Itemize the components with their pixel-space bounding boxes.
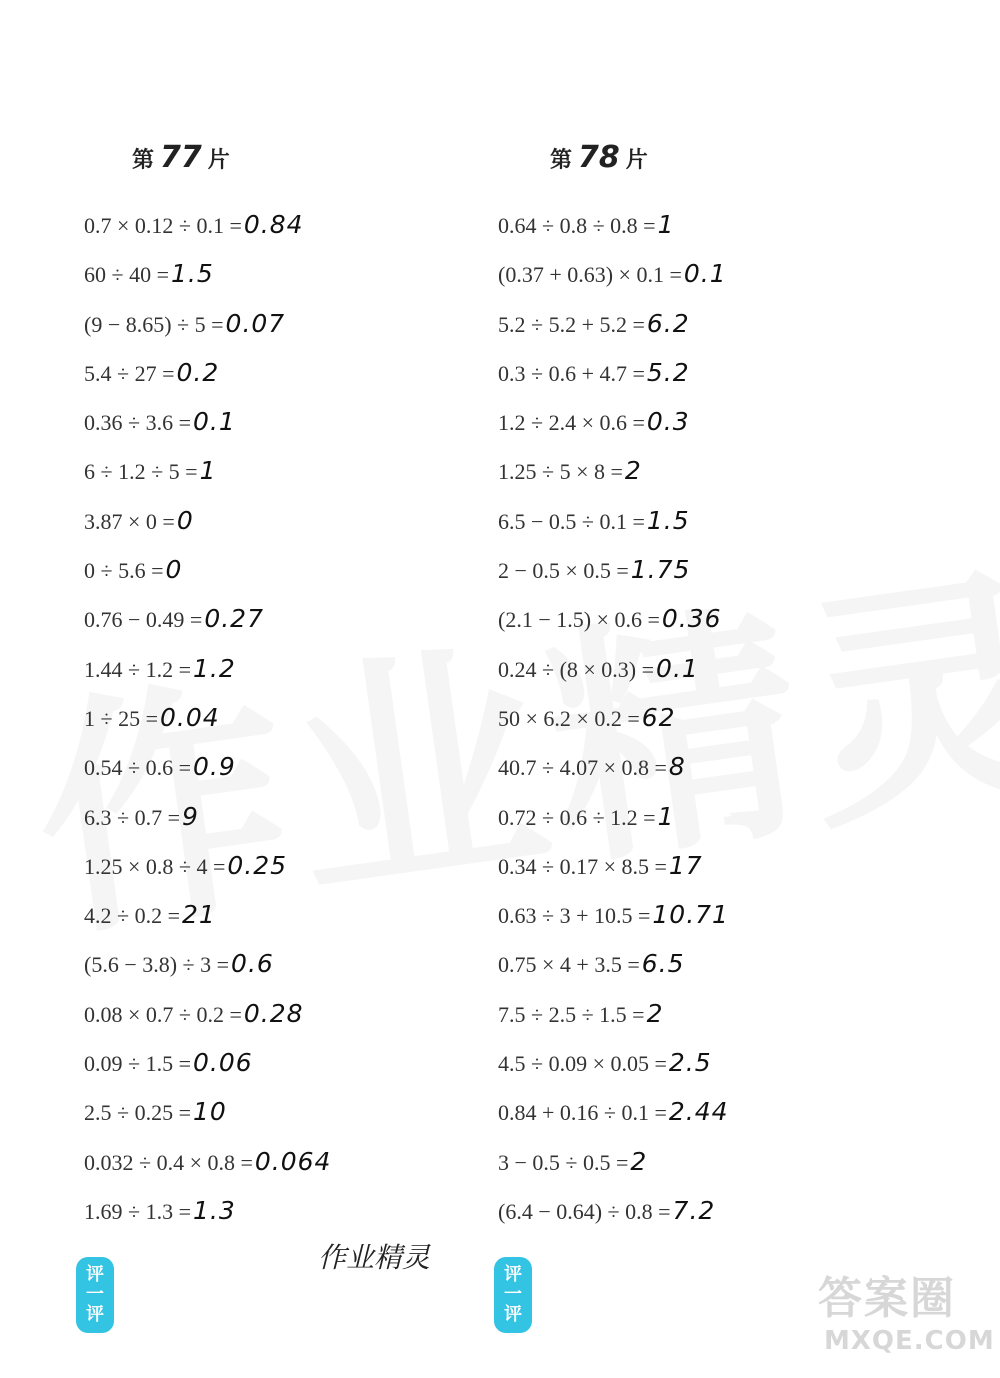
problem-expression: 0.032 ÷ 0.4 × 0.8 = — [84, 1149, 253, 1175]
problem-row — [498, 1186, 918, 1235]
handwritten-answer: 17 — [668, 850, 703, 880]
problem-expression: 5.4 ÷ 27 = — [84, 360, 175, 386]
handwritten-answer: 0.3 — [646, 407, 690, 437]
problem-expression: 6.5 − 0.5 ÷ 0.1 = — [498, 508, 645, 534]
problem-row — [84, 644, 504, 693]
problem-row — [498, 594, 918, 643]
problem-row — [84, 348, 504, 397]
handwritten-answer: 0.27 — [204, 604, 264, 634]
problem-expression: 0 ÷ 5.6 = — [84, 558, 164, 584]
handwritten-answer: 1 — [199, 456, 217, 486]
badge-char: 评 — [86, 1264, 104, 1285]
problem-row — [498, 989, 918, 1038]
problem-expression: 4.2 ÷ 0.2 = — [84, 903, 180, 929]
problem-expression: 0.63 ÷ 3 + 10.5 = — [498, 903, 651, 929]
problem-row — [84, 1186, 504, 1235]
problem-row — [498, 792, 918, 841]
problem-row — [498, 446, 918, 495]
problem-expression: 0.54 ÷ 0.6 = — [84, 755, 191, 781]
badge-char: 评 — [86, 1304, 104, 1325]
badge-char: 评 — [504, 1264, 522, 1285]
watermark-logo-text: 答案圈 — [818, 1273, 956, 1324]
problem-row — [84, 890, 504, 939]
watermark-domain: MXQE.COM — [824, 1326, 995, 1356]
sheet-77-problem-list — [84, 200, 504, 1235]
problem-expression: 1.2 ÷ 2.4 × 0.6 = — [498, 410, 645, 436]
problem-expression: 0.72 ÷ 0.6 ÷ 1.2 = — [498, 804, 656, 830]
handwritten-answer: 1.3 — [192, 1195, 236, 1225]
handwritten-answer: 0.25 — [227, 850, 288, 880]
problem-row — [84, 1137, 504, 1186]
site-watermark-logo — [818, 1262, 995, 1362]
handwritten-answer: 0.9 — [192, 752, 236, 782]
sheet-77-title-suffix: 片 — [207, 148, 230, 173]
problem-row — [84, 1087, 504, 1136]
problem-expression: 0.76 − 0.49 = — [84, 607, 203, 633]
handwritten-answer: 2 — [630, 1146, 648, 1176]
problem-expression: (6.4 − 0.64) ÷ 0.8 = — [498, 1198, 671, 1224]
problem-row — [84, 446, 504, 495]
problem-expression: 2.5 ÷ 0.25 = — [84, 1100, 191, 1126]
problem-expression: 7.5 ÷ 2.5 ÷ 1.5 = — [498, 1001, 645, 1027]
problem-row — [84, 1038, 504, 1087]
problem-row — [84, 249, 504, 298]
handwritten-answer: 1.75 — [630, 555, 691, 585]
handwritten-answer: 1.5 — [646, 505, 690, 535]
problem-expression: (5.6 − 3.8) ÷ 3 = — [84, 952, 230, 978]
handwritten-answer: 0.6 — [231, 949, 274, 979]
problem-expression: 0.09 ÷ 1.5 = — [84, 1051, 191, 1077]
problem-expression: 1.25 × 0.8 ÷ 4 = — [84, 853, 226, 879]
handwritten-answer: 5.2 — [646, 357, 690, 387]
problem-expression: 6.3 ÷ 0.7 = — [84, 804, 180, 830]
handwritten-answer: 0.36 — [661, 604, 722, 634]
handwritten-answer: 6.5 — [641, 949, 685, 979]
problem-expression: 0.64 ÷ 0.8 ÷ 0.8 = — [498, 213, 656, 238]
problem-expression: 5.2 ÷ 5.2 + 5.2 = — [498, 311, 645, 337]
problem-row — [498, 200, 918, 249]
problem-expression: 0.75 × 4 + 3.5 = — [498, 952, 640, 978]
problem-expression: 1.44 ÷ 1.2 = — [84, 656, 191, 682]
problem-expression: 4.5 ÷ 0.09 × 0.05 = — [498, 1051, 667, 1077]
problem-row — [84, 841, 504, 890]
problem-row — [498, 249, 918, 298]
handwritten-answer: 2.44 — [668, 1097, 729, 1127]
problem-expression: (9 − 8.65) ÷ 5 = — [84, 311, 224, 337]
handwritten-answer: 8 — [668, 752, 686, 782]
problem-row — [84, 939, 504, 988]
badge-char: 评 — [504, 1304, 522, 1325]
problem-expression: 0.84 + 0.16 ÷ 0.1 = — [498, 1100, 667, 1126]
problem-expression: 2 − 0.5 × 0.5 = — [498, 558, 629, 584]
problem-expression: 0.3 ÷ 0.6 + 4.7 = — [498, 360, 645, 386]
problem-row — [498, 939, 918, 988]
handwritten-answer: 0.064 — [254, 1146, 332, 1176]
sheet-78-title-number: 78 — [578, 140, 620, 175]
sheet-78-title-prefix: 第 — [550, 148, 573, 173]
problem-row — [498, 1137, 918, 1186]
problem-expression: 1 ÷ 25 = — [84, 705, 158, 731]
problem-row — [498, 890, 918, 939]
problem-expression: 3.87 × 0 = — [84, 508, 175, 534]
sheet-77-title — [132, 140, 230, 175]
problem-expression: 1.25 ÷ 5 × 8 = — [498, 459, 623, 485]
handwritten-answer: 1 — [657, 801, 675, 831]
problem-row — [84, 742, 504, 791]
handwritten-answer: 0.84 — [243, 210, 304, 239]
problem-row — [498, 841, 918, 890]
badge-char: 一 — [86, 1284, 104, 1305]
problem-row — [84, 693, 504, 742]
handwritten-answer: 2 — [646, 998, 664, 1028]
sheet-77-title-number: 77 — [160, 140, 202, 175]
problem-row — [498, 397, 918, 446]
problem-row — [498, 742, 918, 791]
handwritten-answer: 21 — [181, 900, 216, 930]
handwritten-answer: 2.5 — [668, 1048, 712, 1078]
problem-expression: 6 ÷ 1.2 ÷ 5 = — [84, 459, 198, 485]
handwritten-answer: 7.2 — [672, 1195, 716, 1225]
problem-row — [498, 1038, 918, 1087]
problem-row — [498, 348, 918, 397]
handwritten-answer: 0.1 — [656, 653, 699, 683]
handwritten-signature: 作业精灵 — [318, 1241, 431, 1274]
handwritten-answer: 6.2 — [646, 308, 690, 338]
problem-row — [84, 594, 504, 643]
problem-row — [84, 200, 504, 249]
sheet-78-title-suffix: 片 — [625, 148, 648, 173]
handwritten-answer: 62 — [641, 702, 676, 732]
problem-expression: 1.69 ÷ 1.3 = — [84, 1198, 191, 1224]
problem-row — [84, 545, 504, 594]
problem-expression: 50 × 6.2 × 0.2 = — [498, 705, 640, 731]
problem-expression: 0.34 ÷ 0.17 × 8.5 = — [498, 853, 667, 879]
problem-expression: 60 ÷ 40 = — [84, 262, 169, 288]
handwritten-answer: 1.5 — [170, 259, 214, 289]
sheet-78-problem-list — [498, 200, 918, 1235]
handwritten-answer: 2 — [624, 456, 642, 486]
problem-expression: 3 − 0.5 ÷ 0.5 = — [498, 1149, 629, 1175]
problem-row — [498, 545, 918, 594]
handwritten-answer: 9 — [181, 801, 199, 831]
problem-expression: 0.7 × 0.12 ÷ 0.1 = — [84, 213, 242, 238]
handwritten-answer: 10 — [192, 1097, 227, 1127]
handwritten-answer: 1 — [657, 210, 675, 239]
handwritten-answer: 0.1 — [683, 259, 727, 289]
problem-row — [84, 397, 504, 446]
problem-expression: 0.36 ÷ 3.6 = — [84, 410, 191, 436]
sheet-77-review-badge — [76, 1257, 114, 1333]
problem-row — [498, 1087, 918, 1136]
problem-row — [84, 792, 504, 841]
problem-row — [498, 299, 918, 348]
problem-expression: 0.24 ÷ (8 × 0.3) = — [498, 656, 655, 682]
problem-row — [498, 693, 918, 742]
problem-row — [498, 644, 918, 693]
handwritten-answer: 0.1 — [192, 407, 236, 437]
problem-expression: 40.7 ÷ 4.07 × 0.8 = — [498, 755, 667, 781]
handwritten-answer: 10.71 — [652, 900, 729, 930]
handwritten-answer: 1.2 — [192, 653, 236, 683]
problem-row — [84, 496, 504, 545]
problem-row — [498, 496, 918, 545]
problem-expression: 0.08 × 0.7 ÷ 0.2 = — [84, 1001, 242, 1027]
sheet-78-review-badge — [494, 1257, 532, 1333]
handwritten-answer: 0.06 — [192, 1048, 253, 1078]
handwritten-answer: 0 — [176, 505, 194, 535]
handwritten-answer: 0.07 — [225, 308, 286, 338]
handwritten-answer: 0.04 — [159, 702, 220, 732]
sheet-78-title — [550, 140, 648, 175]
sheet-77-title-prefix: 第 — [132, 148, 155, 173]
handwritten-answer: 0.2 — [176, 357, 220, 387]
problem-row — [84, 989, 504, 1038]
handwritten-answer: 0.28 — [243, 998, 304, 1028]
handwritten-answer: 0 — [165, 555, 183, 585]
problem-row — [84, 299, 504, 348]
problem-expression: (2.1 − 1.5) × 0.6 = — [498, 607, 660, 633]
problem-expression: (0.37 + 0.63) × 0.1 = — [498, 262, 682, 288]
badge-char: 一 — [504, 1284, 522, 1305]
